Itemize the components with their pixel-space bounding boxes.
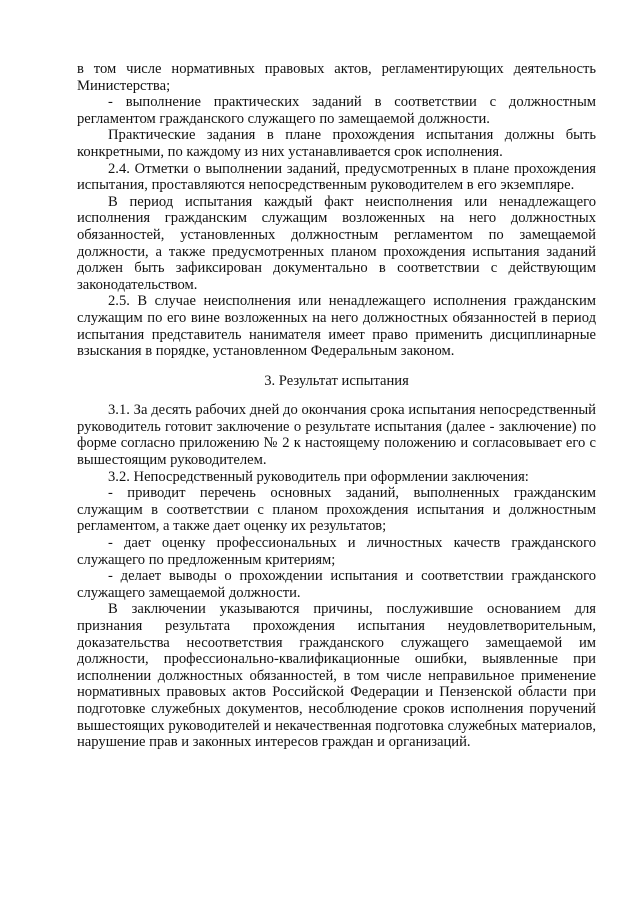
list-item-conclusions: - делает выводы о прохождении испытания и соответствии гражданского служащего замещаемой должности.: [77, 568, 596, 601]
section-heading: 3. Результат испытания: [264, 372, 409, 389]
paragraph-continuation: в том числе нормативных правовых актов, регламентирующих деятельность Министерства;: [77, 61, 596, 94]
list-item-tasks: - приводит перечень основных заданий, выполненных гражданским служащим в соответствии с планом прохождения испытания и должностным регламентом, а также дает оценку их результатов;: [77, 485, 596, 535]
document-body: [77, 61, 596, 751]
paragraph-3-2: 3.2. Непосредственный руководитель при оформлении заключения:: [108, 468, 529, 485]
paragraph-violations-recorded: В период испытания каждый факт неисполнения или ненадлежащего исполнения гражданским служащим возложенных на него должностных обязанностей, установленных должностным регламентом по замещаемой должности, а также предусмотренных планом прохождения испытания заданий должен быть зафиксирован документально в соответствии с действующим законодательством.: [77, 193, 596, 293]
paragraph-2-5: 2.5. В случае неисполнения или ненадлежащего исполнения гражданским служащим по его вине возложенных на него должностных обязанностей в период испытания представитель нанимателя имеет право применить дисциплинарные взыскания в порядке, установленном Федеральным законом.: [77, 293, 596, 360]
paragraph-conclusion-reasons: В заключении указываются причины, послужившие основанием для признания результата прохождения испытания неудовлетворительным, доказательства несоответствия гражданского служащего замещаемой им должности, профессионально-квалификационные ошибки, выявленные при исполнении должностных обязанностей, в том числе неправильное применение нормативных правовых актов Российской Федерации и Пензенской области при подготовке служебных документов, несоблюдение сроков исполнения поручений вышестоящих руководителей и некачественная подготовка служебных материалов, нарушение прав и законных интересов граждан и организаций.: [77, 601, 596, 751]
list-item-assessment: - дает оценку профессиональных и личностных качеств гражданского служащего по предложенным критериям;: [77, 535, 596, 568]
paragraph-practical-tasks-item: - выполнение практических заданий в соответствии с должностным регламентом гражданского служащего по замещаемой должности.: [77, 94, 596, 127]
paragraph-2-4: 2.4. Отметки о выполнении заданий, предусмотренных в плане прохождения испытания, проставляются непосредственным руководителем в его экземпляре.: [77, 160, 596, 194]
paragraph-practical-tasks: Практические задания в плане прохождения испытания должны быть конкретными, по каждому из них устанавливается срок исполнения.: [77, 127, 596, 160]
paragraph-3-1: 3.1. За десять рабочих дней до окончания срока испытания непосредственный руководитель готовит заключение о результате испытания (далее - заключение) по форме согласно приложению № 2 к настоящему положению и согласовывает его с вышестоящим руководителем.: [77, 402, 596, 469]
